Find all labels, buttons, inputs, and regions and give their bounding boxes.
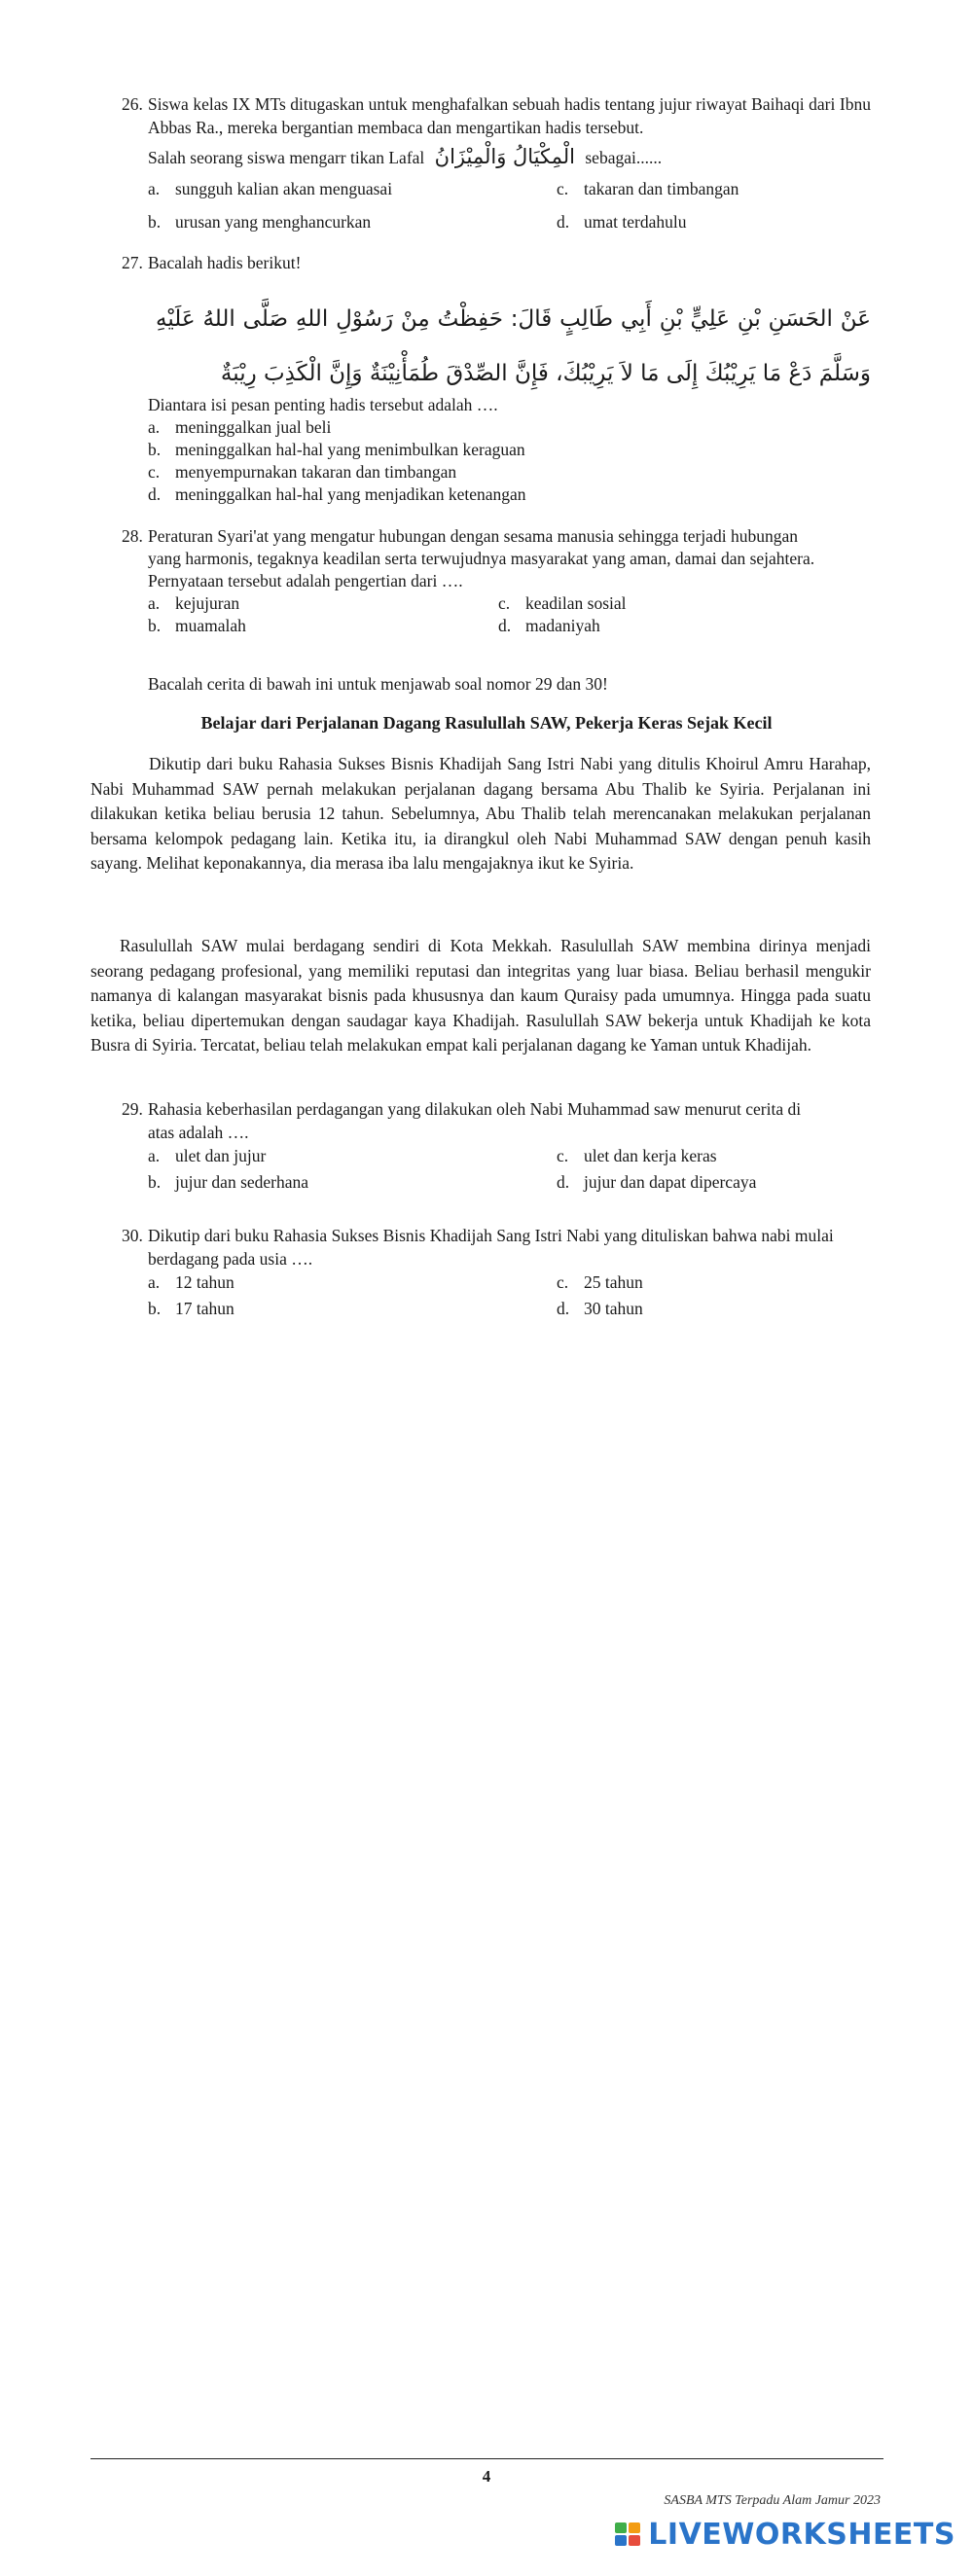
option-d[interactable] [148,483,871,506]
options-grid [148,1144,871,1194]
footer-note: SASBA MTS Terpadu Alam Jamur 2023 [664,2493,881,2508]
story-paragraph-1: Dikutip dari buku Rahasia Sukses Bisnis Khadijah Sang Istri Nabi yang ditulis Khoirul Amru Harahap, Nabi Muhammad SAW pernah melakukan perjalanan dagang bersama Abu Thalib ke Syiria. Perjalanan ini dilakukan ketika beliau berusia 12 tahun. Sebelumnya, Abu Thalib telah merencanakan melakukan perjalanan bersama kelompok pedagang lain. Ketika itu, ia dirangkul oleh Nabi Muhammad SAW dengan penuh kasih sayang. Melihat keponakannya, dia merasa iba lalu mengajaknya ikut ke Syiria. [90,754,871,873]
option-a[interactable] [148,592,498,615]
story-paragraph-2: Rasulullah SAW mulai berdagang sendiri di Kota Mekkah. Rasulullah SAW membina dirinya menjadi seorang pedagang profesional, yang memiliki reputasi dan integritas yang luar biasa. Beliau berhasil mengukir namanya di kalangan masyarakat bisnis pada khususnya dan kaum Quraisy pada umumnya. Hingga pada suatu ketika, beliau dipertemukan dengan saudagar kaya Khadijah. Rasulullah SAW bekerja untuk Khadijah ke kota Busra di Syiria. Tercatat, beliau telah melakukan empat kali perjalanan dagang ke Yaman untuk Khadijah. [90,936,871,1055]
option-a[interactable] [148,177,557,200]
option-letter: b. [148,440,162,459]
question-text: Diantara isi pesan penting hadis tersebut adalah …. [148,395,498,414]
option-b[interactable] [148,615,498,637]
option-letter: c. [498,593,511,613]
option-a[interactable] [148,1144,557,1167]
option-text: meninggalkan jual beli [175,417,332,437]
question-30 [122,1224,871,1320]
option-letter: c. [557,1272,569,1292]
option-c[interactable] [148,461,871,483]
option-d[interactable] [557,210,878,233]
option-letter: a. [148,417,161,437]
footer-divider [90,2458,883,2459]
option-letter: d. [557,212,570,232]
option-text: kejujuran [175,593,240,613]
option-d[interactable] [498,615,819,637]
option-b[interactable] [148,1170,557,1194]
option-text: 30 tahun [584,1299,643,1318]
option-text: 12 tahun [175,1272,234,1292]
option-b[interactable] [148,1297,557,1320]
question-number: 29. [122,1099,143,1119]
option-letter: d. [557,1299,570,1318]
option-text: ulet dan jujur [175,1146,267,1165]
option-letter: a. [148,1272,161,1292]
question-text: Bacalah hadis berikut! [148,253,302,272]
option-letter: d. [557,1172,570,1192]
option-text: meninggalkan hal-hal yang menimbulkan keraguan [175,440,525,459]
option-b[interactable] [148,439,871,461]
option-letter: d. [498,616,512,635]
option-d[interactable] [557,1170,878,1194]
option-text: jujur dan sederhana [175,1172,309,1192]
option-letter: c. [148,462,161,482]
liveworksheets-brand[interactable] [615,2518,955,2552]
question-text: Dikutip dari buku Rahasia Sukses Bisnis Khadijah Sang Istri Nabi yang dituliskan bahwa nabi mulai berdagang pada usia …. [148,1226,834,1269]
option-text: jujur dan dapat dipercaya [584,1172,757,1192]
option-text: sungguh kalian akan menguasai [175,179,393,198]
option-b[interactable] [148,210,557,233]
option-text: takaran dan timbangan [584,179,739,198]
option-text: 17 tahun [175,1299,234,1318]
option-a[interactable] [148,416,871,439]
question-number: 26. [122,94,143,114]
question-text: Siswa kelas IX MTs ditugaskan untuk menghafalkan sebuah hadis tentang jujur riwayat Baihaqi dari Ibnu Abbas Ra., mereka bergantian membaca dan mengartikan hadis tersebut. [148,94,871,137]
question-prompt [148,145,871,169]
option-a[interactable] [148,1270,557,1294]
option-letter: a. [148,179,161,198]
story-instruction: Bacalah cerita di bawah ini untuk menjawab soal nomor 29 dan 30! [148,674,608,694]
option-letter: b. [148,616,162,635]
option-letter: b. [148,212,162,232]
option-text: 25 tahun [584,1272,643,1292]
option-c[interactable] [498,592,819,615]
liveworksheets-logo-icon [615,2522,642,2548]
option-letter: c. [557,179,569,198]
question-29 [122,1097,871,1194]
option-letter: a. [148,1146,161,1165]
option-text: madaniyah [525,616,600,635]
option-text: urusan yang menghancurkan [175,212,372,232]
options-grid [148,177,871,233]
question-number: 30. [122,1226,143,1245]
page-number: 4 [482,2467,491,2486]
option-text: menyempurnakan takaran dan timbangan [175,462,457,482]
question-text: Peraturan Syari'at yang mengatur hubungan dengan sesama manusia sehingga terjadi hubungan yang harmonis, tegaknya keadilan serta terwujudnya masyarakat yang aman, damai dan sejahtera. Pernyataan tersebut adalah pengertian dari …. [148,526,815,590]
question-number: 27. [122,253,143,272]
options-grid [148,1270,871,1320]
question-27 [122,251,871,274]
option-letter: a. [148,593,161,613]
question-text: Rahasia keberhasilan perdagangan yang dilakukan oleh Nabi Muhammad saw menurut cerita di atas adalah …. [148,1099,802,1142]
prompt-text-after: sebagai...... [585,148,663,167]
option-letter: d. [148,484,162,504]
question-26 [122,92,871,233]
option-c[interactable] [557,1270,878,1294]
option-c[interactable] [557,177,878,200]
prompt-text-before: Salah seorang siswa mengarr tikan Lafal [148,148,425,167]
question-number: 28. [122,526,143,546]
option-letter: b. [148,1172,162,1192]
question-27-body [122,394,871,506]
brand-name: LIVEWORKSHEETS [648,2518,955,2552]
option-text: ulet dan kerja keras [584,1146,717,1165]
question-28 [122,525,871,637]
hadith-arabic-text: عَنْ الحَسَنِ بْنِ عَلِيٍّ بْنِ أَبِي طَالِبٍ قَالَ: حَفِظْتُ مِنْ رَسُوْلِ اللهِ صَلَّى اللهُ عَلَيْهِ وَسَلَّمَ دَعْ مَا يَرِيْبُكَ إِلَى مَا لاَ يَرِيْبُكَ، فَإِنَّ الصِّدْقَ طُمَأْنِيْنَةٌ وَإِنَّ الْكَذِبَ رِيْبَةٌ [156,306,871,386]
option-text: muamalah [175,616,246,635]
option-text: keadilan sosial [525,593,627,613]
option-text: umat terdahulu [584,212,687,232]
arabic-phrase: الْمِكْيَالُ وَالْمِيْزَانُ [434,145,575,168]
story-title: Belajar dari Perjalanan Dagang Rasulullah SAW, Pekerja Keras Sejak Kecil [200,713,773,733]
option-c[interactable] [557,1144,878,1167]
options-grid [148,592,871,637]
option-d[interactable] [557,1297,878,1320]
option-text: meninggalkan hal-hal yang menjadikan ketenangan [175,484,526,504]
option-letter: c. [557,1146,569,1165]
option-letter: b. [148,1299,162,1318]
